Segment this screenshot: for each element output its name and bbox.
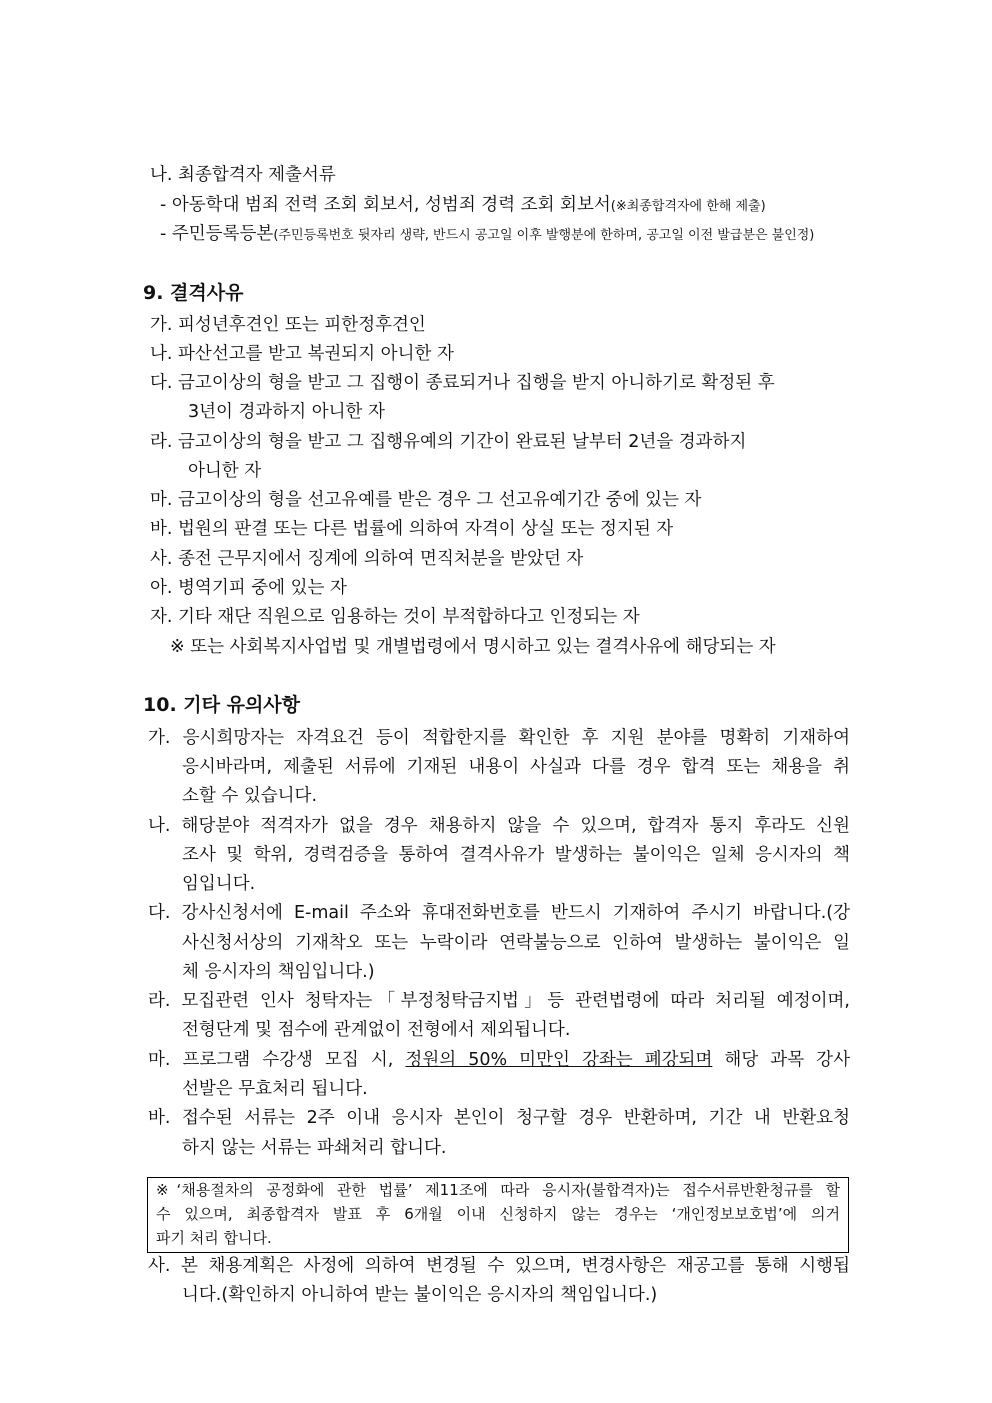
disq-item-ra-cont: 아니한 자 xyxy=(188,461,262,481)
disq-item-ga: 가. 피성년후견인 또는 피한정후견인 xyxy=(150,315,426,335)
final-docs-sub1 xyxy=(160,194,766,218)
notice-sa-line2: 니다.(확인하지 아니하여 받는 불이익은 응시자의 책임입니다.) xyxy=(182,1285,658,1305)
final-docs-sub1-main: - 아동학대 범죄 전력 조회 회보서, 성범죄 경력 조회 회보서 xyxy=(160,195,611,215)
disq-item-na: 나. 파산선고를 받고 복권되지 아니한 자 xyxy=(150,344,454,364)
notice-da-line1: 다. 강사신청서에 E-mail 주소와 휴대전화번호를 반드시 기재하여 주시기 바랍니다.(강 xyxy=(148,903,850,923)
final-docs-sub2-main: - 주민등록등본 xyxy=(160,224,274,244)
notice-da-line2: 사신청서상의 기재착오 또는 누락이라 연락불능으로 인하여 발생하는 불이익은 일 xyxy=(182,933,850,953)
notice-ga-line2: 응시바라며, 제출된 서류에 기재된 내용이 사실과 다를 경우 합격 또는 채용을 취 xyxy=(182,757,850,777)
notice-na-line3: 임입니다. xyxy=(182,874,256,894)
notice-ra-line2: 전형단계 및 점수에 관계없이 전형에서 제외됩니다. xyxy=(182,1020,571,1040)
notice-ma-line2: 선발은 무효처리 됩니다. xyxy=(182,1079,368,1099)
disq-item-ba: 바. 법원의 판결 또는 다른 법률에 의하여 자격이 상실 또는 정지된 자 xyxy=(150,519,674,539)
notice-ma-post: 해당 과목 강사 xyxy=(712,1050,850,1070)
disq-item-ma: 마. 금고이상의 형을 선고유예를 받은 경우 그 선고유예기간 중에 있는 자 xyxy=(150,490,702,510)
notice-ma-pre: 마. 프로그램 수강생 모집 시, xyxy=(148,1050,406,1070)
disq-note: ※ 또는 사회복지사업법 및 개별법령에서 명시하고 있는 결격사유에 해당되는 자 xyxy=(170,637,776,657)
notice-na-line1: 나. 해당분야 적격자가 없을 경우 채용하지 않을 수 있으며, 합격자 통지 후라도 신원 xyxy=(148,816,850,836)
notice-ga-line3: 소할 수 있습니다. xyxy=(182,786,318,806)
notice-box-line3: 파기 처리 합니다. xyxy=(156,1229,272,1247)
notice-box-line1: ※‘채용절차의 공정화에 관한 법률’ 제11조에 따라 응시자(불합격자)는 접수서류반환청규를 할 xyxy=(156,1181,840,1199)
notice-da-line3: 체 응시자의 책임입니다.) xyxy=(182,962,375,982)
notice-box-line2: 수 있으며, 최종합격자 발표 후 6개월 이내 신청하지 않는 경우는 ‘개인정보보호법’에 의거 xyxy=(156,1205,840,1223)
notice-sa-line1: 사. 본 채용계획은 사정에 의하여 변경될 수 있으며, 변경사항은 재공고를 통해 시행됩 xyxy=(148,1256,850,1276)
final-docs-sub2-note: (주민등록번호 뒷자리 생략, 반드시 공고일 이후 발행분에 한하며, 공고일 이전 발급분은 불인정) xyxy=(273,228,815,243)
notice-ma-underlined: 정원의 50% 미만인 강좌는 폐강되며 xyxy=(405,1050,713,1070)
disq-item-ja: 자. 기타 재단 직원으로 임용하는 것이 부적합하다고 인정되는 자 xyxy=(150,607,640,627)
disq-item-da: 다. 금고이상의 형을 받고 그 집행이 종료되거나 집행을 받지 아니하기로 확정된 후 xyxy=(150,373,775,393)
final-docs-sub1-note: (※최종합격자에 한해 제출) xyxy=(610,199,766,214)
disq-item-ra: 라. 금고이상의 형을 받고 그 집행유예의 기간이 완료된 날부터 2년을 경과하지 xyxy=(150,432,747,452)
disq-item-da-cont: 3년이 경과하지 아니한 자 xyxy=(188,402,385,422)
notice-box xyxy=(147,1177,849,1253)
section9-heading: 9. 결격사유 xyxy=(143,282,244,304)
notice-ra-line1: 라. 모집관련 인사 청탁자는「부정청탁금지법」등 관련법령에 따라 처리될 예정이며, xyxy=(148,991,850,1011)
disq-item-sa: 사. 종전 근무지에서 징계에 의하여 면직처분을 받았던 자 xyxy=(150,549,584,569)
notice-ga-line1: 가. 응시희망자는 자격요건 등이 적합한지를 확인한 후 지원 분야를 명확히 기재하여 xyxy=(148,728,850,748)
notice-na-line2: 조사 및 학위, 경력검증을 통하여 결격사유가 발생하는 불이익은 일체 응시자의 책 xyxy=(182,845,850,865)
notice-ma-line1 xyxy=(148,1049,850,1071)
notice-ba-line2: 하지 않는 서류는 파쇄처리 합니다. xyxy=(182,1138,447,1158)
final-docs-item: 나. 최종합격자 제출서류 xyxy=(150,165,336,185)
final-docs-sub2 xyxy=(160,223,814,247)
disq-item-a: 아. 병역기피 중에 있는 자 xyxy=(150,578,347,598)
notice-ba-line1: 바. 접수된 서류는 2주 이내 응시자 본인이 청구할 경우 반환하며, 기간 내 반환요청 xyxy=(148,1108,850,1128)
section10-heading: 10. 기타 유의사항 xyxy=(143,694,301,716)
